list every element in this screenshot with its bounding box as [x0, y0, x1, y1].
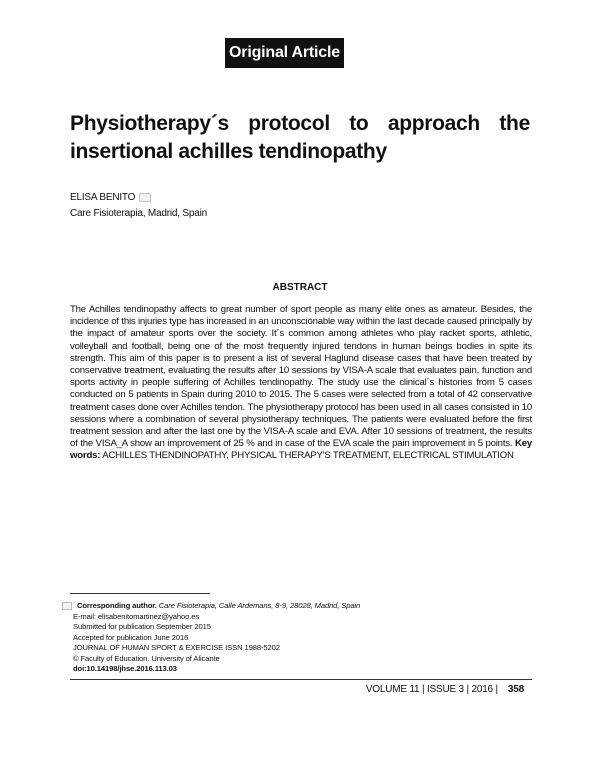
keywords-label: Key words:: [70, 438, 532, 462]
title-line-1: [70, 110, 530, 138]
page-footer: [366, 684, 524, 695]
mail-icon: [62, 602, 72, 610]
journal-issn: JOURNAL OF HUMAN SPORT & EXERCISE ISSN 1988-5202: [73, 643, 280, 652]
author: [70, 192, 151, 203]
corresponding-label: Corresponding author.: [77, 601, 157, 610]
accepted-date: Accepted for publication June 2016: [73, 632, 189, 642]
title-line-2: insertional achilles tendinopathy: [70, 140, 387, 163]
email: E-mail: elisabenitomartinez@yahoo.es: [73, 611, 200, 621]
corresponding-address: Care Fisioterapia, Calle Ardemans, 8-9, 28028, Madrid, Spain: [158, 601, 361, 610]
author-affiliation: Care Fisioterapia, Madrid, Spain: [70, 208, 207, 219]
abstract-text: [70, 304, 532, 463]
author-name: ELISA BENITO: [70, 192, 136, 203]
title-word: approach: [387, 112, 480, 135]
copyright: © Faculty of Education. University of Alicante: [73, 653, 220, 663]
footer-divider: [70, 679, 532, 680]
title-word: protocol: [248, 112, 330, 135]
article-title: [70, 110, 530, 166]
flag-icon: [139, 193, 151, 202]
abstract-heading: ABSTRACT: [272, 282, 328, 293]
title-word: the: [499, 112, 530, 135]
footnote-divider: [70, 593, 210, 594]
footnote: [62, 601, 532, 675]
keywords: ACHILLES THENDINOPATHY, PHYSICAL THERAPY'S TREATMENT, ELECTRICAL STIMULATION: [102, 450, 514, 462]
title-word: Physiotherapy´s: [70, 112, 229, 135]
article-type-badge: Original Article: [225, 38, 344, 68]
submitted-date: Submitted for publication September 2015: [73, 622, 211, 631]
volume-info: VOLUME 11 | ISSUE 3 | 2016 |: [365, 684, 498, 695]
abstract-body: The Achilles tendinopathy affects to great number of sport people as many elite ones as amateur. Besides, the incidence of this injuries type has increased in an unconscionable way within the last decade caused principally by the impact of amateur sports over the society. It´s common among athletes who play racket sports, athletic, volleyball and football, being one of the most frequently injured tendons in human beings bodies in spite its strength. This aim of this paper is to present a list of several Haglund disease cases that have been treated by conservative treatment, evaluating the results after 10 sessions by VISA-A scale that evaluates pain, function and sports activity in people suffering of Achilles tendinopathy. The study use the clinical´s histories from 5 cases conducted on 5 patients in Spain during 2010 to 2015. The 5 cases were selected from a total of 42 conservative treatment cases done over Achilles tendon. The physiotherapy protocol has been used in all cases consisted in 10 sessions where a combination of several physiotherapy techniques. The patients were evaluated before the first treatment session and after the last one by the VISA-A scale and EVA. After 10 sessions of treatment, the results of the VISA_A show an improvement of 25 % and in case of the EVA scale the pain improvement in 5 points.: [70, 304, 532, 450]
title-word: to: [349, 112, 369, 135]
page-number: 358: [507, 684, 524, 695]
doi: doi:10.14198/jhse.2016.113.03: [73, 664, 177, 673]
corresponding-author: [62, 601, 532, 612]
